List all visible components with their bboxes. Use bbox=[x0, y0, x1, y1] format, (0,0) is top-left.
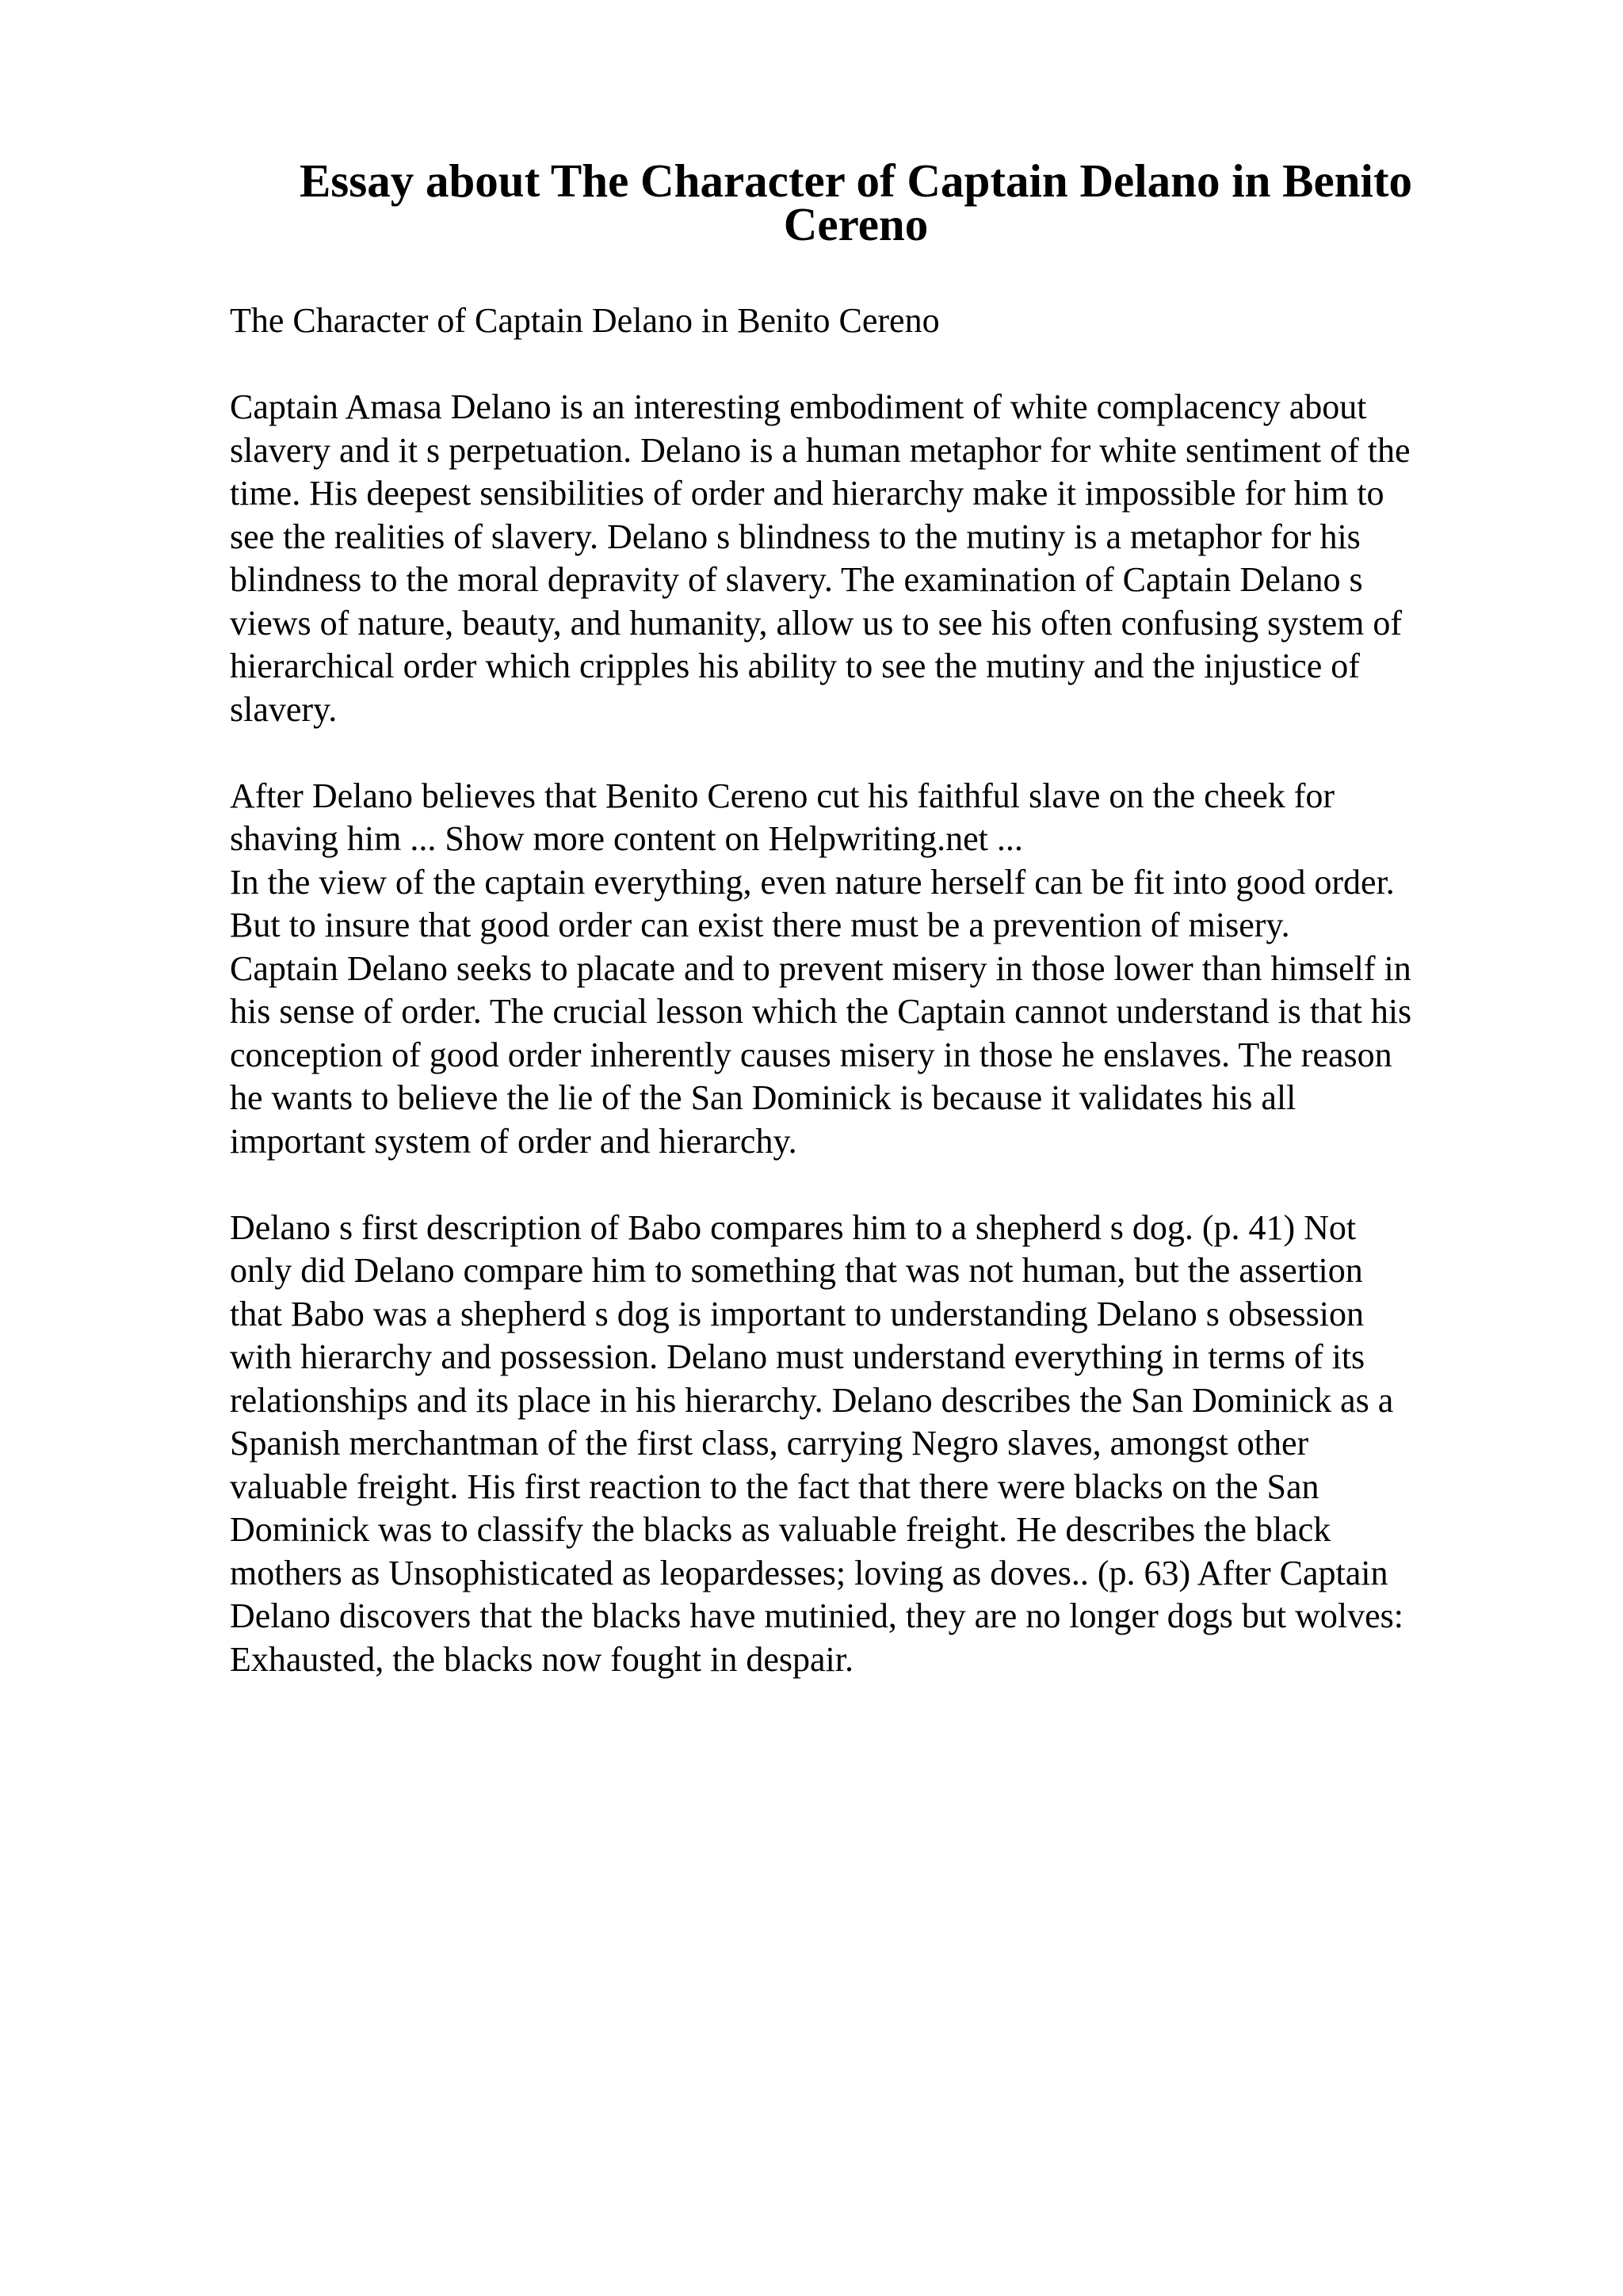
paragraph-1 bbox=[230, 386, 1498, 731]
paragraph-line: Delano discovers that the blacks have mutinied, they are no longer dogs but wolves: bbox=[230, 1596, 1403, 1635]
paragraph-line: see the realities of slavery. Delano s blindness to the mutiny is a metaphor for his bbox=[230, 517, 1361, 556]
paragraph-line: important system of order and hierarchy. bbox=[230, 1121, 797, 1161]
paragraph-line: views of nature, beauty, and humanity, allow us to see his often confusing system of bbox=[230, 603, 1402, 643]
paragraph-3 bbox=[230, 861, 1498, 1164]
paragraph-line: But to insure that good order can exist there must be a prevention of misery. bbox=[230, 906, 1290, 944]
paragraph-line: with hierarchy and possession. Delano must understand everything in terms of its bbox=[230, 1337, 1365, 1376]
paragraph-line: Dominick was to classify the blacks as valuable freight. He describes the black bbox=[230, 1510, 1331, 1549]
paragraph-line: slavery. bbox=[230, 689, 338, 729]
paragraph-line: Exhausted, the blacks now fought in despair. bbox=[230, 1639, 854, 1679]
paragraph-line: valuable freight. His first reaction to the fact that there were blacks on the San bbox=[230, 1466, 1319, 1506]
paragraph-line: shaving him ... Show more content on Helpwriting.net ... bbox=[230, 819, 1023, 858]
paragraph-line: he wants to believe the lie of the San Dominick is because it validates his all bbox=[230, 1078, 1296, 1117]
paragraph-line: relationships and its place in his hierarchy. Delano describes the San Dominick as a bbox=[230, 1380, 1394, 1420]
paragraph-line: only did Delano compare him to something that was not human, but the assertion bbox=[230, 1251, 1363, 1290]
paragraph-line: In the view of the captain everything, even nature herself can be fit into good order. bbox=[230, 862, 1395, 902]
subtitle-line: The Character of Captain Delano in Benito Cereno bbox=[230, 301, 940, 340]
paragraph-line: Spanish merchantman of the first class, carrying Negro slaves, amongst other bbox=[230, 1424, 1309, 1463]
paragraph-line: Captain Delano seeks to placate and to prevent misery in those lower than himself in bbox=[230, 948, 1411, 988]
title-line: Cereno bbox=[783, 197, 929, 250]
paragraph-line: slavery and it s perpetuation. Delano is a human metaphor for white sentiment of the bbox=[230, 430, 1411, 470]
document-subtitle bbox=[230, 299, 1498, 343]
paragraph-line: After Delano believes that Benito Cereno cut his faithful slave on the cheek for bbox=[230, 776, 1335, 815]
page-title bbox=[230, 152, 1482, 250]
paragraph-line: time. His deepest sensibilities of order and hierarchy make it impossible for him to bbox=[230, 474, 1384, 513]
paragraph-line: mothers as Unsophisticated as leopardesses; loving as doves.. (p. 63) After Captain bbox=[230, 1553, 1388, 1592]
paragraph-line: blindness to the moral depravity of slavery. The examination of Captain Delano s bbox=[230, 560, 1363, 599]
paragraph-line: Delano s first description of Babo compares him to a shepherd s dog. (p. 41) Not bbox=[230, 1207, 1357, 1247]
title-line: Essay about The Character of Captain Delano in Benito bbox=[299, 154, 1413, 207]
paragraph-line: hierarchical order which cripples his ability to see the mutiny and the injustice of bbox=[230, 646, 1360, 685]
document-body bbox=[230, 299, 1498, 1725]
paragraph-line: Captain Amasa Delano is an interesting embodiment of white complacency about bbox=[230, 387, 1367, 426]
paragraph-4 bbox=[230, 1207, 1498, 1682]
paragraph-2 bbox=[230, 775, 1498, 861]
paragraph-line: his sense of order. The crucial lesson which the Captain cannot understand is that his bbox=[230, 992, 1412, 1031]
paragraph-line: that Babo was a shepherd s dog is important to understanding Delano s obsession bbox=[230, 1294, 1365, 1333]
paragraph-line: conception of good order inherently causes misery in those he enslaves. The reason bbox=[230, 1035, 1392, 1074]
